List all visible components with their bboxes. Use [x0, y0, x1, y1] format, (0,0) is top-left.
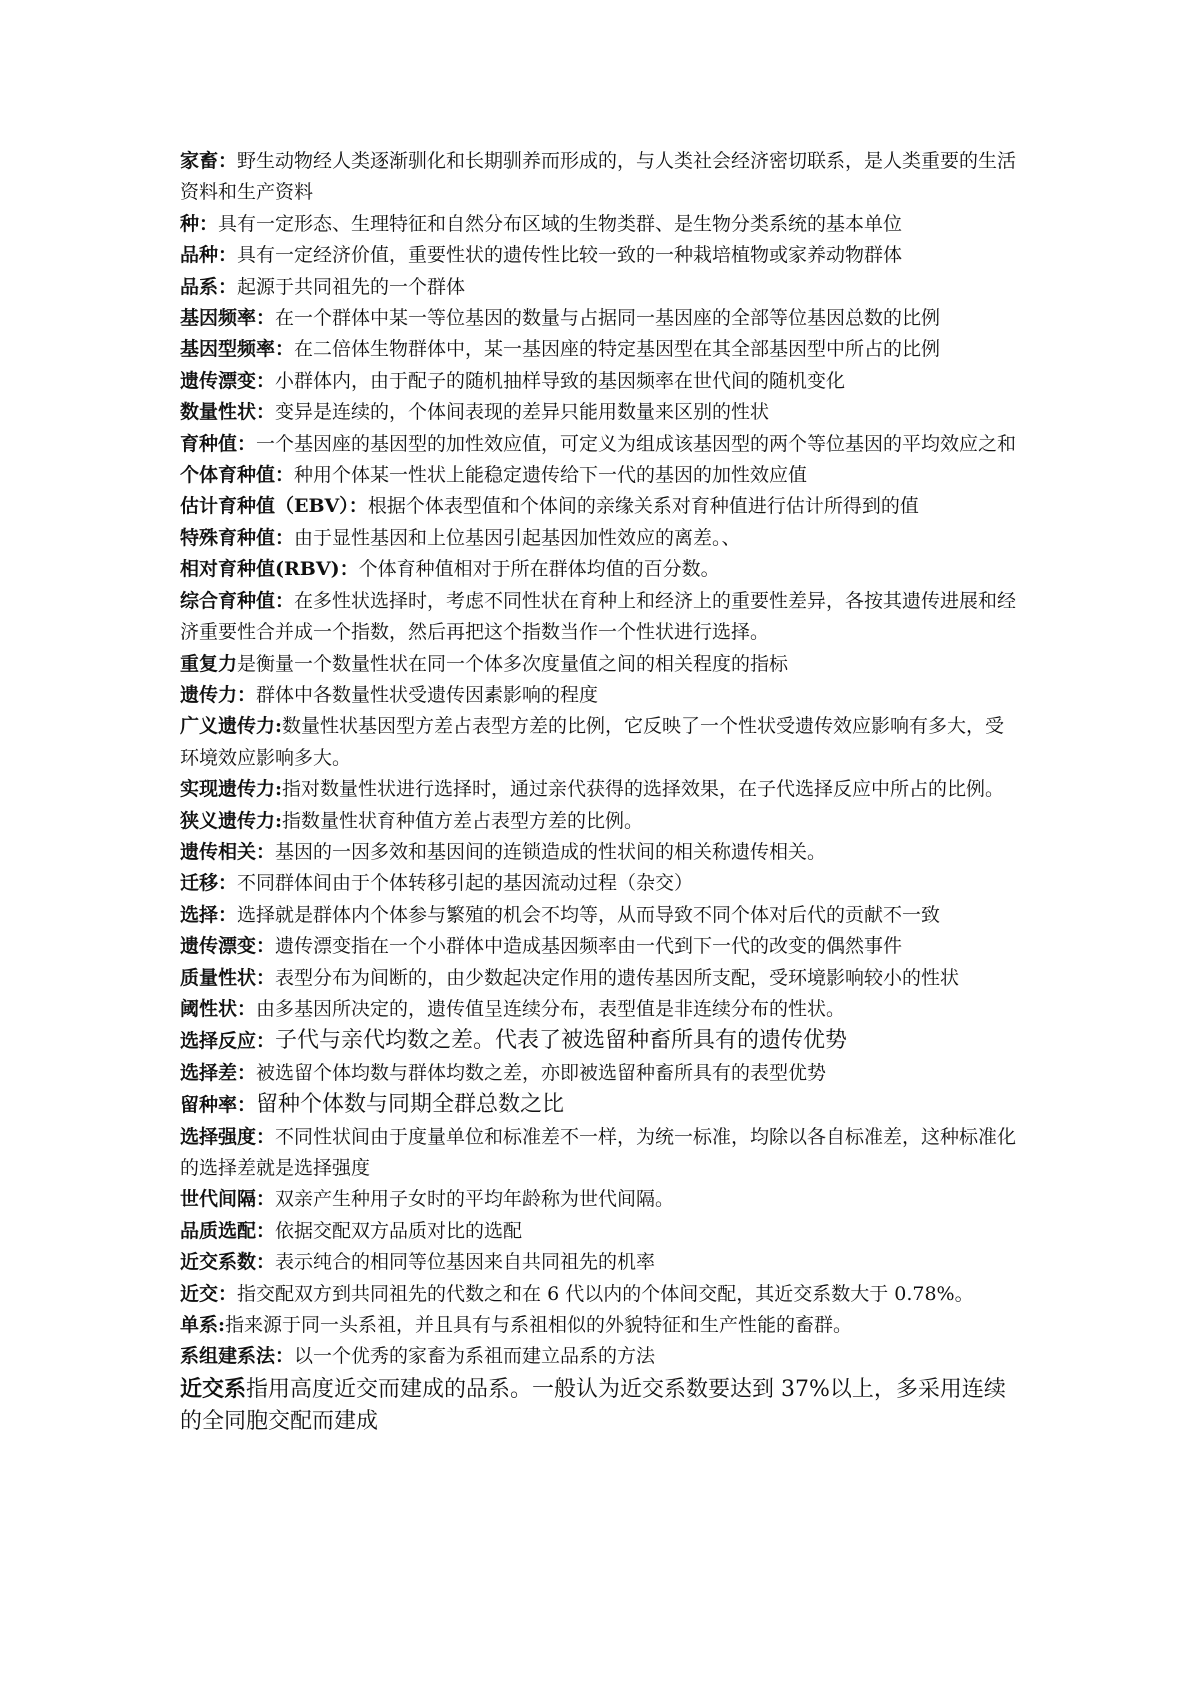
glossary-definition: 被选留个体均数与群体均数之差，亦即被选留种畜所具有的表型优势: [256, 1061, 827, 1084]
glossary-term: 选择反应: [180, 1030, 257, 1053]
glossary-term: 基因型频率: [180, 338, 276, 361]
glossary-entry: [180, 900, 1020, 931]
glossary-term: 特殊育种值: [180, 526, 276, 549]
term-separator: ：: [275, 464, 295, 487]
glossary-entry: [180, 931, 1020, 962]
term-separator: :: [275, 778, 283, 801]
glossary-definition: 由多基因所决定的，遗传值呈连续分布，表型值是非连续分布的性状。: [256, 997, 846, 1020]
glossary-definition: 具有一定形态、生理特征和自然分布区域的生物类群、是生物分类系统的基本单位: [218, 212, 903, 235]
glossary-definition: 选择就是群体内个体参与繁殖的机会不均等，从而导致不同个体对后代的贡献不一致: [237, 903, 941, 926]
glossary-definition: 子代与亲代均数之差。代表了被选留种畜所具有的遗传优势: [275, 1028, 848, 1054]
term-separator: ：: [218, 872, 238, 895]
glossary-definition: 双亲产生种用子女时的平均年龄称为世代间隔。: [275, 1188, 675, 1211]
glossary-term: 迁移: [180, 872, 219, 895]
glossary-entry: [180, 303, 1020, 334]
glossary-entry: [180, 209, 1020, 240]
glossary-term: 家畜: [180, 150, 219, 172]
glossary-entry: [180, 460, 1020, 491]
glossary-term: 品种: [180, 244, 219, 267]
term-separator: ：: [256, 401, 276, 424]
term-separator: ：: [237, 432, 257, 455]
term-separator: :: [275, 715, 283, 738]
glossary-definition: 种用个体某一性状上能稳定遗传给下一代的基因的加性效应值: [294, 464, 808, 487]
glossary-entry: [180, 649, 1020, 680]
term-separator: ：: [256, 369, 276, 392]
glossary-definition: 个体育种值相对于所在群体均值的百分数。: [358, 558, 720, 581]
glossary-definition: 野生动物经人类逐渐驯化和长期驯养而形成的，与人类社会经济密切联系，是人类重要的生活资料和生产资料: [180, 150, 1017, 204]
term-separator: ：: [348, 495, 368, 518]
glossary-entry: [180, 680, 1020, 711]
glossary-term: 选择强度: [180, 1125, 257, 1148]
glossary-definition: 数量性状基因型方差占表型方差的比例，它反映了一个性状受遗传效应影响有多大，受环境效应影响多大。: [180, 715, 1005, 769]
glossary-definition: 在一个群体中某一等位基因的数量与占据同一基因座的全部等位基因总数的比例: [275, 307, 941, 330]
term-separator: ：: [256, 935, 276, 958]
glossary-term: 遗传漂变: [180, 935, 257, 958]
term-separator: ：: [256, 1251, 276, 1274]
term-separator: ：: [275, 1345, 295, 1368]
glossary-definition: 由于显性基因和上位基因引起基因加性效应的离差。、: [294, 526, 741, 549]
term-separator: ：: [218, 244, 238, 267]
glossary-definition: 变异是连续的，个体间表现的差异只能用数量来区别的性状: [275, 401, 770, 424]
term-separator: ：: [237, 1094, 257, 1117]
term-separator: ：: [256, 840, 276, 863]
glossary-term: 育种值: [180, 432, 238, 455]
glossary-entry: [180, 554, 1020, 585]
glossary-entry: [180, 963, 1020, 994]
term-separator: ：: [218, 275, 238, 298]
glossary-term: 遗传漂变: [180, 369, 257, 392]
term-separator: ：: [199, 212, 219, 235]
glossary-entry: [180, 1122, 1020, 1185]
term-separator: ：: [256, 1219, 276, 1242]
glossary-entry: [180, 1216, 1020, 1247]
term-separator: ：: [218, 903, 238, 926]
glossary-entry: [180, 397, 1020, 428]
term-separator: ：: [218, 1282, 238, 1305]
term-separator: :: [218, 1314, 226, 1337]
glossary-entry: [180, 1247, 1020, 1278]
glossary-entry: [180, 1279, 1020, 1310]
term-separator: ：: [218, 150, 238, 172]
glossary-term: 单系: [180, 1314, 219, 1337]
glossary-entry: [180, 1089, 1020, 1121]
glossary-definition: 依据交配双方品质对比的选配: [275, 1219, 523, 1242]
glossary-entry: [180, 366, 1020, 397]
glossary-entry: [180, 334, 1020, 365]
glossary-entry: [180, 868, 1020, 899]
glossary-definition: 是衡量一个数量性状在同一个体多次度量值之间的相关程度的指标: [237, 652, 789, 675]
term-separator: ：: [256, 966, 276, 989]
glossary-entry: [180, 711, 1020, 774]
glossary-term: 近交: [180, 1282, 219, 1305]
glossary-definition: 表型分布为间断的，由少数起决定作用的遗传基因所支配，受环境影响较小的性状: [275, 966, 960, 989]
glossary-definition: 指交配双方到共同祖先的代数之和在 6 代以内的个体间交配，其近交系数大于 0.78%。: [237, 1282, 974, 1305]
glossary-term: 种: [180, 212, 200, 235]
glossary-term: 基因频率: [180, 307, 257, 330]
glossary-term: 综合育种值: [180, 589, 276, 612]
glossary-term: 质量性状: [180, 966, 257, 989]
glossary-entry: [180, 240, 1020, 271]
glossary-entry: [180, 837, 1020, 868]
term-separator: ：: [256, 307, 276, 330]
glossary-definition: 指用高度近交而建成的品系。一般认为近交系数要达到 37%以上，多采用连续的全同胞交配而建成: [180, 1376, 1006, 1434]
glossary-term: 重复力: [180, 652, 238, 675]
glossary-entry: [180, 1058, 1020, 1089]
glossary-entry: [180, 429, 1020, 460]
glossary-term: 品质选配: [180, 1219, 257, 1242]
glossary-definition: 小群体内，由于配子的随机抽样导致的基因频率在世代间的随机变化: [275, 369, 846, 392]
glossary-definition: 留种个体数与同期全群总数之比: [256, 1092, 565, 1118]
glossary-definition: 表示纯合的相同等位基因来自共同祖先的机率: [275, 1251, 656, 1274]
glossary-definition: 在多性状选择时，考虑不同性状在育种上和经济上的重要性差异，各按其遗传进展和经济重要性合并成一个指数，然后再把这个指数当作一个性状进行选择。: [180, 589, 1017, 644]
glossary-term: 遗传力: [180, 683, 238, 706]
glossary-term: 系组建系法: [180, 1345, 276, 1368]
glossary-entry: [180, 146, 1020, 209]
glossary-term: 相对育种值(RBV): [180, 558, 340, 581]
document-page: [180, 146, 1020, 1438]
glossary-definition: 以一个优秀的家畜为系祖而建立品系的方法: [294, 1345, 656, 1368]
term-separator: ：: [237, 997, 257, 1020]
glossary-term: 估计育种值（EBV）: [180, 495, 349, 518]
glossary-entry: [180, 1184, 1020, 1215]
term-separator: ：: [237, 683, 257, 706]
glossary-entry: [180, 1341, 1020, 1372]
glossary-term: 数量性状: [180, 401, 257, 424]
glossary-definition: 遗传漂变指在一个小群体中造成基因频率由一代到下一代的改变的偶然事件: [275, 935, 903, 958]
glossary-definition: 指数量性状育种值方差占表型方差的比例。: [282, 809, 644, 832]
glossary-definition: 不同性状间由于度量单位和标准差不一样，为统一标准，均除以各自标准差，这种标准化的选择差就是选择强度: [180, 1125, 1017, 1179]
glossary-entry: [180, 1373, 1020, 1438]
glossary-entry: [180, 586, 1020, 649]
glossary-term: 近交系: [180, 1375, 247, 1402]
term-separator: ：: [256, 1188, 276, 1211]
glossary-entry: [180, 491, 1020, 522]
glossary-term: 选择差: [180, 1061, 238, 1084]
glossary-term: 选择: [180, 903, 219, 926]
glossary-definition: 群体中各数量性状受遗传因素影响的程度: [256, 683, 599, 706]
glossary-definition: 起源于共同祖先的一个群体: [237, 275, 466, 298]
glossary-entry: [180, 1025, 1020, 1057]
glossary-entry: [180, 523, 1020, 554]
glossary-definition: 指来源于同一头系祖，并且具有与系祖相似的外貌特征和生产性能的畜群。: [225, 1314, 853, 1337]
glossary-definition: 指对数量性状进行选择时，通过亲代获得的选择效果，在子代选择反应中所占的比例。: [282, 778, 1005, 801]
glossary-definition: 一个基因座的基因型的加性效应值，可定义为组成该基因型的两个等位基因的平均效应之和: [256, 432, 1017, 455]
glossary-term: 阈性状: [180, 997, 238, 1020]
glossary-term: 世代间隔: [180, 1188, 257, 1211]
glossary-definition: 具有一定经济价值，重要性状的遗传性比较一致的一种栽培植物或家养动物群体: [237, 244, 903, 267]
term-separator: ：: [237, 1061, 257, 1084]
term-separator: ：: [275, 338, 295, 361]
glossary-entry: [180, 774, 1020, 805]
glossary-term: 广义遗传力: [180, 715, 276, 738]
term-separator: ：: [275, 589, 295, 612]
term-separator: :: [275, 809, 283, 832]
glossary-term: 狭义遗传力: [180, 809, 276, 832]
glossary-entry: [180, 994, 1020, 1025]
glossary-term: 个体育种值: [180, 464, 276, 487]
term-separator: ：: [256, 1125, 276, 1148]
glossary-term: 品系: [180, 275, 219, 298]
term-separator: ：: [275, 526, 295, 549]
glossary-term: 近交系数: [180, 1251, 257, 1274]
glossary-definition: 在二倍体生物群体中，某一基因座的特定基因型在其全部基因型中所占的比例: [294, 338, 941, 361]
glossary-entry: [180, 806, 1020, 837]
glossary-definition: 基因的一因多效和基因间的连锁造成的性状间的相关称遗传相关。: [275, 840, 827, 863]
glossary-entry: [180, 1310, 1020, 1341]
glossary-term: 留种率: [180, 1094, 238, 1117]
glossary-definition: 不同群体间由于个体转移引起的基因流动过程（杂交）: [237, 872, 694, 895]
term-separator: ：: [256, 1030, 276, 1053]
term-separator: ：: [339, 558, 359, 581]
glossary-definition: 根据个体表型值和个体间的亲缘关系对育种值进行估计所得到的值: [367, 495, 919, 518]
glossary-term: 实现遗传力: [180, 778, 276, 801]
glossary-entry: [180, 272, 1020, 303]
glossary-term: 遗传相关: [180, 840, 257, 863]
